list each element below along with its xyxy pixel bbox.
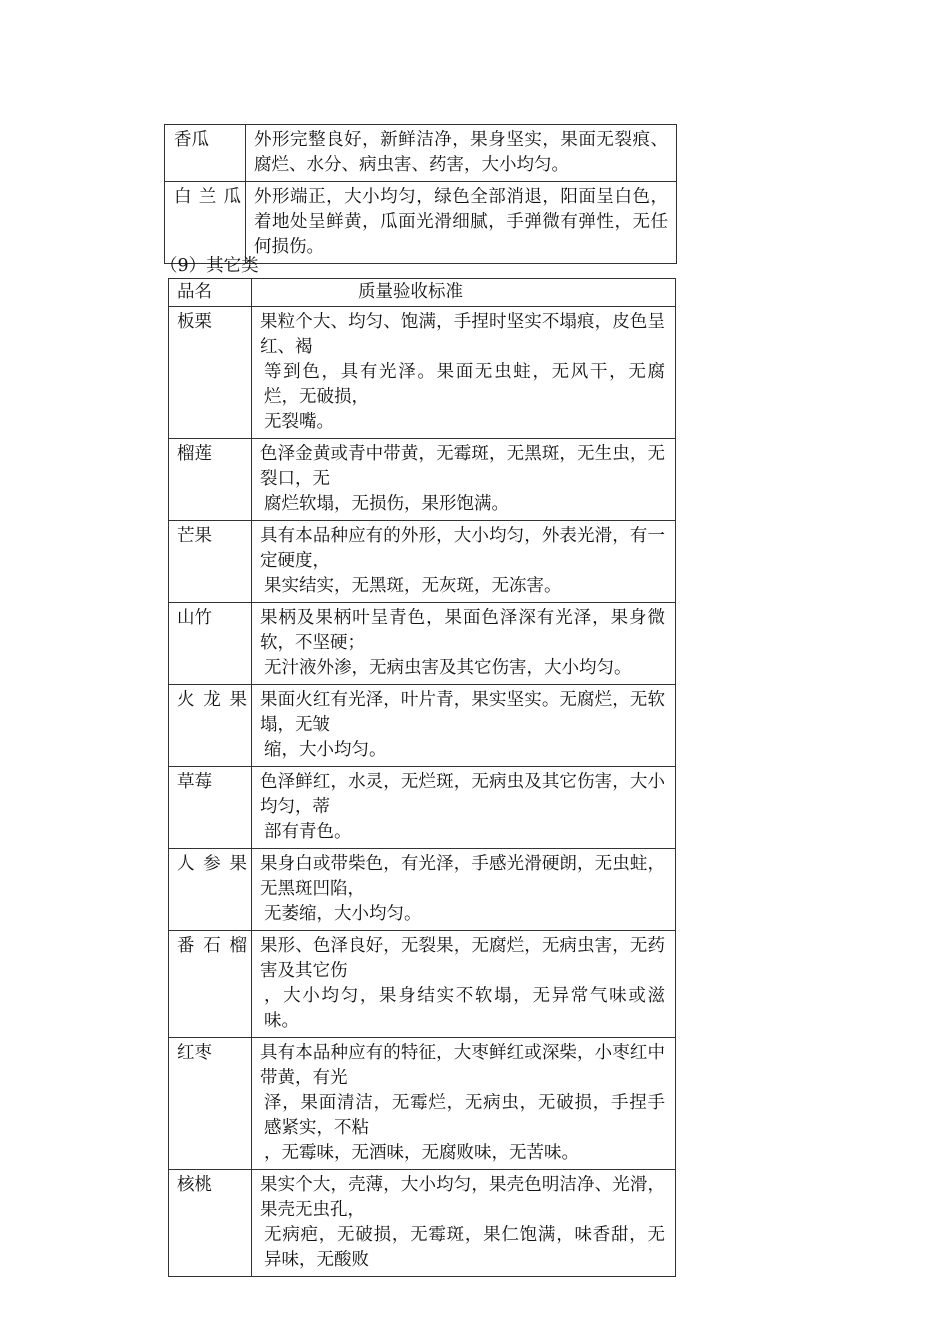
standard-text-line: 外形端正，大小均匀，绿色全部消退，阳面呈白色，着地处呈鲜黄，瓜面光滑细腻，手弹微有弹性，无任何损伤。 <box>254 187 668 257</box>
header-quality-standard: 质量验收标准 <box>252 279 676 307</box>
quality-standard-cell <box>252 849 676 931</box>
product-name-cell: 山竹 <box>169 603 252 685</box>
quality-standard-cell <box>252 603 676 685</box>
standard-text-line: 腐烂软塌，无损伤，果形饱满。 <box>264 494 509 514</box>
table-row <box>169 439 676 521</box>
quality-standard-cell <box>252 685 676 767</box>
standard-text-line: 无病疤，无破损，无霉斑，果仁饱满，味香甜，无异味，无酸败 <box>264 1225 665 1270</box>
other-table-body <box>169 279 676 1277</box>
quality-standard-cell <box>252 307 676 439</box>
standard-text-line: 等到色，具有光泽。果面无虫蛀，无风干，无腐烂，无破损， <box>264 362 665 407</box>
standard-text-line: 色泽金黄或青中带黄，无霉斑，无黑斑，无生虫，无裂口，无 <box>260 444 665 489</box>
standard-text-line: 部有青色。 <box>264 822 352 842</box>
quality-standard-cell <box>252 1038 676 1170</box>
quality-standard-cell <box>252 767 676 849</box>
standard-text-line: 具有本品种应有的特征，大枣鲜红或深柴，小枣红中带黄，有光 <box>260 1043 665 1088</box>
table-row <box>169 521 676 603</box>
product-name-cell: 香瓜 <box>165 125 246 182</box>
standard-text-line: 果粒个大、均匀、饱满，手捏时坚实不塌痕，皮色呈红、褐 <box>260 312 665 357</box>
melon-quality-table <box>164 124 677 264</box>
product-name-cell: 芒果 <box>169 521 252 603</box>
standard-text-line: 果实结实，无黑斑，无灰斑，无冻害。 <box>264 576 562 596</box>
product-name-cell: 火龙果 <box>169 685 252 767</box>
standard-text-line: 无裂嘴。 <box>264 412 334 432</box>
quality-standard-cell <box>246 182 677 264</box>
standard-text-line: 泽，果面清洁，无霉烂，无病虫，无破损，手捏手感紧实，不粘 <box>264 1093 665 1138</box>
standard-text-line: 色泽鲜红，水灵，无烂斑，无病虫及其它伤害，大小均匀，蒂 <box>260 772 665 817</box>
standard-text-line: 缩，大小均匀。 <box>264 740 387 760</box>
standard-text-line: 果实个大，壳薄，大小均匀，果壳色明洁净、光滑，果壳无虫孔， <box>260 1175 665 1220</box>
standard-text-line: ，大小均匀，果身结实不软塌，无异常气味或滋味。 <box>264 986 665 1031</box>
quality-standard-cell <box>252 439 676 521</box>
product-name-cell: 红枣 <box>169 1038 252 1170</box>
standard-text-line: 果身白或带柴色，有光泽，手感光滑硬朗，无虫蛀，无黑斑凹陷， <box>260 854 665 899</box>
standard-text-line: 无萎缩，大小均匀。 <box>264 904 422 924</box>
table-row <box>169 1038 676 1170</box>
product-name-cell: 核桃 <box>169 1170 252 1277</box>
table-header-row <box>169 279 676 307</box>
other-fruit-quality-table <box>168 278 676 1277</box>
table-row <box>169 767 676 849</box>
melon-table-body <box>165 125 677 264</box>
table-row <box>169 1170 676 1277</box>
quality-standard-cell <box>252 521 676 603</box>
table-row <box>169 849 676 931</box>
standard-text-line: 果面火红有光泽，叶片青，果实坚实。无腐烂，无软塌，无皱 <box>260 690 665 735</box>
standard-text-line: 无汁液外渗，无病虫害及其它伤害，大小均匀。 <box>264 658 632 678</box>
product-name-cell: 人参果 <box>169 849 252 931</box>
table-row <box>169 307 676 439</box>
section-heading: （9）其它类 <box>160 256 259 276</box>
table-row <box>165 125 677 182</box>
standard-text-line: 外形完整良好，新鲜洁净，果身坚实，果面无裂痕、腐烂、水分、病虫害、药害，大小均匀。 <box>254 130 668 175</box>
table-row <box>169 685 676 767</box>
quality-standard-cell <box>246 125 677 182</box>
quality-standard-cell <box>252 1170 676 1277</box>
product-name-cell: 板栗 <box>169 307 252 439</box>
header-product-name: 品名 <box>169 279 252 307</box>
quality-standard-cell <box>252 931 676 1038</box>
standard-text-line: 果柄及果柄叶呈青色，果面色泽深有光泽，果身微软，不坚硬； <box>260 608 665 653</box>
standard-text-line: 具有本品种应有的外形，大小均匀，外表光滑，有一定硬度， <box>260 526 665 571</box>
table-row <box>169 603 676 685</box>
standard-text-line: ，无霉味，无酒味，无腐败味，无苦味。 <box>264 1143 579 1163</box>
table-row <box>165 182 677 264</box>
standard-text-line: 果形、色泽良好，无裂果，无腐烂，无病虫害，无药害及其它伤 <box>260 936 665 981</box>
product-name-cell: 番石榴 <box>169 931 252 1038</box>
product-name-cell: 榴莲 <box>169 439 252 521</box>
product-name-cell: 草莓 <box>169 767 252 849</box>
product-name-cell: 白兰瓜 <box>165 182 246 264</box>
table-row <box>169 931 676 1038</box>
